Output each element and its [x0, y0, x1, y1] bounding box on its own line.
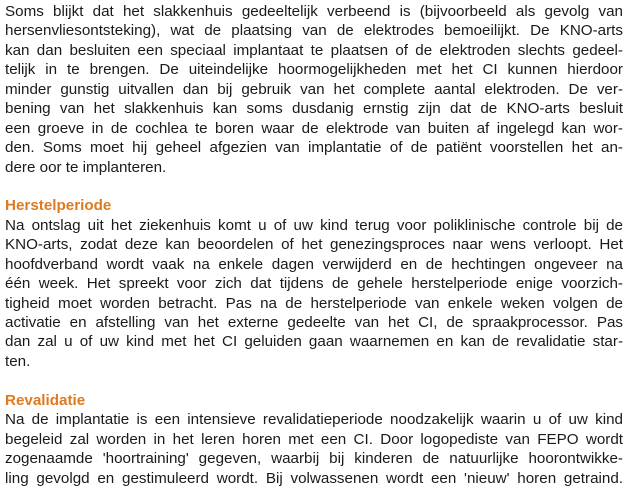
- paragraph-line: activatie en afstelling van het externe gedeelte van het CI, de spraakprocessor. Pas: [5, 314, 623, 331]
- paragraph-line: minder gunstig uitvallen dan bij gebruik van het complete aantal elektroden. De ver-: [5, 80, 623, 98]
- section-heading: Herstelperiode: [5, 197, 112, 215]
- section-heading: Revalidatie: [5, 391, 86, 409]
- paragraph-line: tigheid moet worden betracht. Pas na de herstelperiode van enkele weken volgen de: [5, 294, 623, 312]
- paragraph-line: een groeve in de cochlea te boren waar de elektrode van buiten af ingelegd kan wor-: [5, 119, 623, 137]
- paragraph-line: KNO-arts, zodat deze kan beoordelen of het genezingsproces naar wens verloopt. Het: [5, 236, 623, 254]
- document-page: [5, 2, 623, 488]
- paragraph-line: ling gevolgd en gestimuleerd wordt. Bij volwassenen wordt een 'nieuw' horen getraind.: [5, 469, 623, 487]
- paragraph-spacer: [5, 371, 623, 390]
- paragraph-line: hoofdverband wordt vaak na enkele dagen verwijderd en de hechtingen ongeveer na: [5, 255, 623, 273]
- revalidatie-section: [5, 391, 623, 488]
- paragraph-line: kan dan besluiten een speciaal implantaat te plaatsen of de elektroden slechts gedeel-: [5, 41, 623, 59]
- intro-paragraph: [5, 2, 623, 177]
- paragraph-line: zogenaamde 'hoortraining' gegeven, waarbij bij kinderen de natuurlijke hoorontwikke-: [5, 450, 623, 468]
- paragraph-line: Na de implantatie is een intensieve revalidatieperiode noodzakelijk waarin u of uw kind: [5, 411, 623, 429]
- paragraph-line: den. Soms moet hij geheel afgezien van implantatie of de patiënt voorstellen het an-: [5, 139, 623, 157]
- paragraph-line: dere oor te implanteren.: [5, 158, 167, 176]
- herstelperiode-section: [5, 196, 623, 371]
- paragraph-line: begeleid zal worden in het leren horen met een CI. Door logopediste van FEPO wordt: [5, 430, 623, 448]
- paragraph-line: telijk in te brengen. De uiteindelijke hoormogelijkheden met het CI kunnen hierdoor: [5, 61, 623, 79]
- paragraph-line: Soms blijkt dat het slakkenhuis gedeeltelijk verbeend is (bijvoorbeeld als gevolg van: [5, 3, 623, 20]
- paragraph-line: hersenvliesontsteking), wat de plaatsing van de elektrodes bemoeilijkt. De KNO-arts: [5, 22, 623, 40]
- paragraph-line: dan zal u of uw kind met het CI geluiden gaan waarnemen en kan de revalidatie star-: [5, 333, 623, 351]
- paragraph-spacer: [5, 177, 623, 196]
- paragraph-line: bening van het slakkenhuis kan soms dusdanig ernstig zijn dat de KNO-arts besluit: [5, 100, 623, 118]
- paragraph-line: één week. Het spreekt voor zich dat tijdens de gehele herstelperiode enige voorzich-: [5, 275, 623, 293]
- paragraph-line: Na ontslag uit het ziekenhuis komt u of uw kind terug voor poliklinische controle bij de: [5, 216, 623, 234]
- paragraph-line: ten.: [5, 352, 31, 370]
